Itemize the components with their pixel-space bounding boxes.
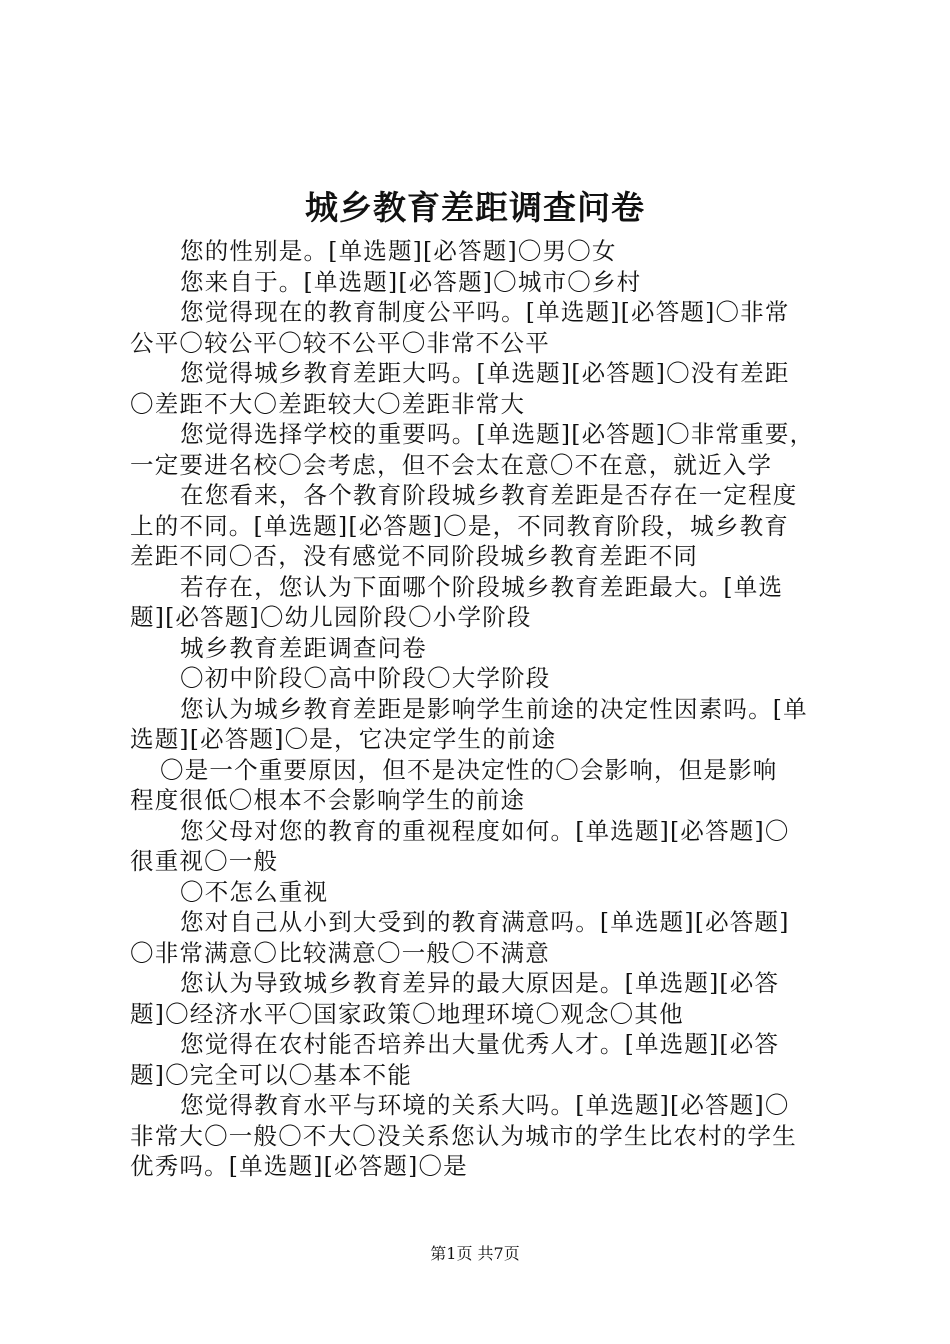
question-line: 差距不同〇否，没有感觉不同阶段城乡教育差距不同 xyxy=(130,542,699,570)
question-line: 您的性别是。[单选题][必答题]〇男〇女 xyxy=(180,237,617,265)
question-line: 公平〇较公平〇较不公平〇非常不公平 xyxy=(130,328,550,357)
question-line: 您父母对您的教育的重视程度如何。[单选题][必答题]〇 xyxy=(180,816,790,845)
question-line: 您觉得选择学校的重要吗。[单选题][必答题]〇非常重要， xyxy=(180,420,815,448)
question-line: 您觉得在农村能否培养出大量优秀人才。[单选题][必答 xyxy=(180,1030,780,1058)
question-line: 您觉得城乡教育差距大吗。[单选题][必答题]〇没有差距 xyxy=(180,359,790,387)
question-line: 程度很低〇根本不会影响学生的前途 xyxy=(130,786,526,814)
question-line: 您来自于。[单选题][必答题]〇城市〇乡村 xyxy=(180,267,642,296)
question-line: 优秀吗。[单选题][必答题]〇是 xyxy=(130,1152,468,1180)
question-line: 您觉得教育水平与环境的关系大吗。[单选题][必答题]〇 xyxy=(180,1091,790,1119)
question-line: 您认为导致城乡教育差异的最大原因是。[单选题][必答 xyxy=(180,969,780,997)
question-line: 非常大〇一般〇不大〇没关系您认为城市的学生比农村的学生 xyxy=(130,1121,797,1150)
question-line: 题][必答题]〇幼儿园阶段〇小学阶段 xyxy=(130,603,532,631)
question-line: 〇初中阶段〇高中阶段〇大学阶段 xyxy=(180,664,551,692)
question-line: 很重视〇一般 xyxy=(130,847,279,875)
question-line: 上的不同。[单选题][必答题]〇是，不同教育阶段，城乡教育 xyxy=(130,511,789,540)
document-body xyxy=(130,236,834,1182)
question-line: 〇非常满意〇比较满意〇一般〇不满意 xyxy=(130,938,550,967)
question-line: 选题][必答题]〇是，它决定学生的前途 xyxy=(130,725,557,753)
question-line: 您觉得现在的教育制度公平吗。[单选题][必答题]〇非常 xyxy=(180,298,790,326)
question-line: 您对自己从小到大受到的教育满意吗。[单选题][必答题] xyxy=(180,908,790,936)
question-line: 〇差距不大〇差距较大〇差距非常大 xyxy=(130,389,526,418)
question-line: 题]〇完全可以〇基本不能 xyxy=(130,1060,413,1089)
question-line: 题]〇经济水平〇国家政策〇地理环境〇观念〇其他 xyxy=(130,999,684,1028)
question-line: 若存在，您认为下面哪个阶段城乡教育差距最大。[单选 xyxy=(180,572,784,601)
question-line: 〇不怎么重视 xyxy=(180,877,329,906)
question-line: 一定要进名校〇会考虑，但不会太在意〇不在意，就近入学 xyxy=(130,450,773,479)
question-line: 〇是一个重要原因，但不是决定性的〇会影响，但是影响 xyxy=(160,755,778,784)
question-line: 您认为城乡教育差距是影响学生前途的决定性因素吗。[单 xyxy=(180,694,808,723)
page-footer: 第1页 共7页 xyxy=(430,1244,520,1263)
question-line: 城乡教育差距调查问卷 xyxy=(180,633,427,662)
question-line: 在您看来，各个教育阶段城乡教育差距是否存在一定程度 xyxy=(180,481,798,509)
document-title: 城乡教育差距调查问卷 xyxy=(305,188,645,227)
